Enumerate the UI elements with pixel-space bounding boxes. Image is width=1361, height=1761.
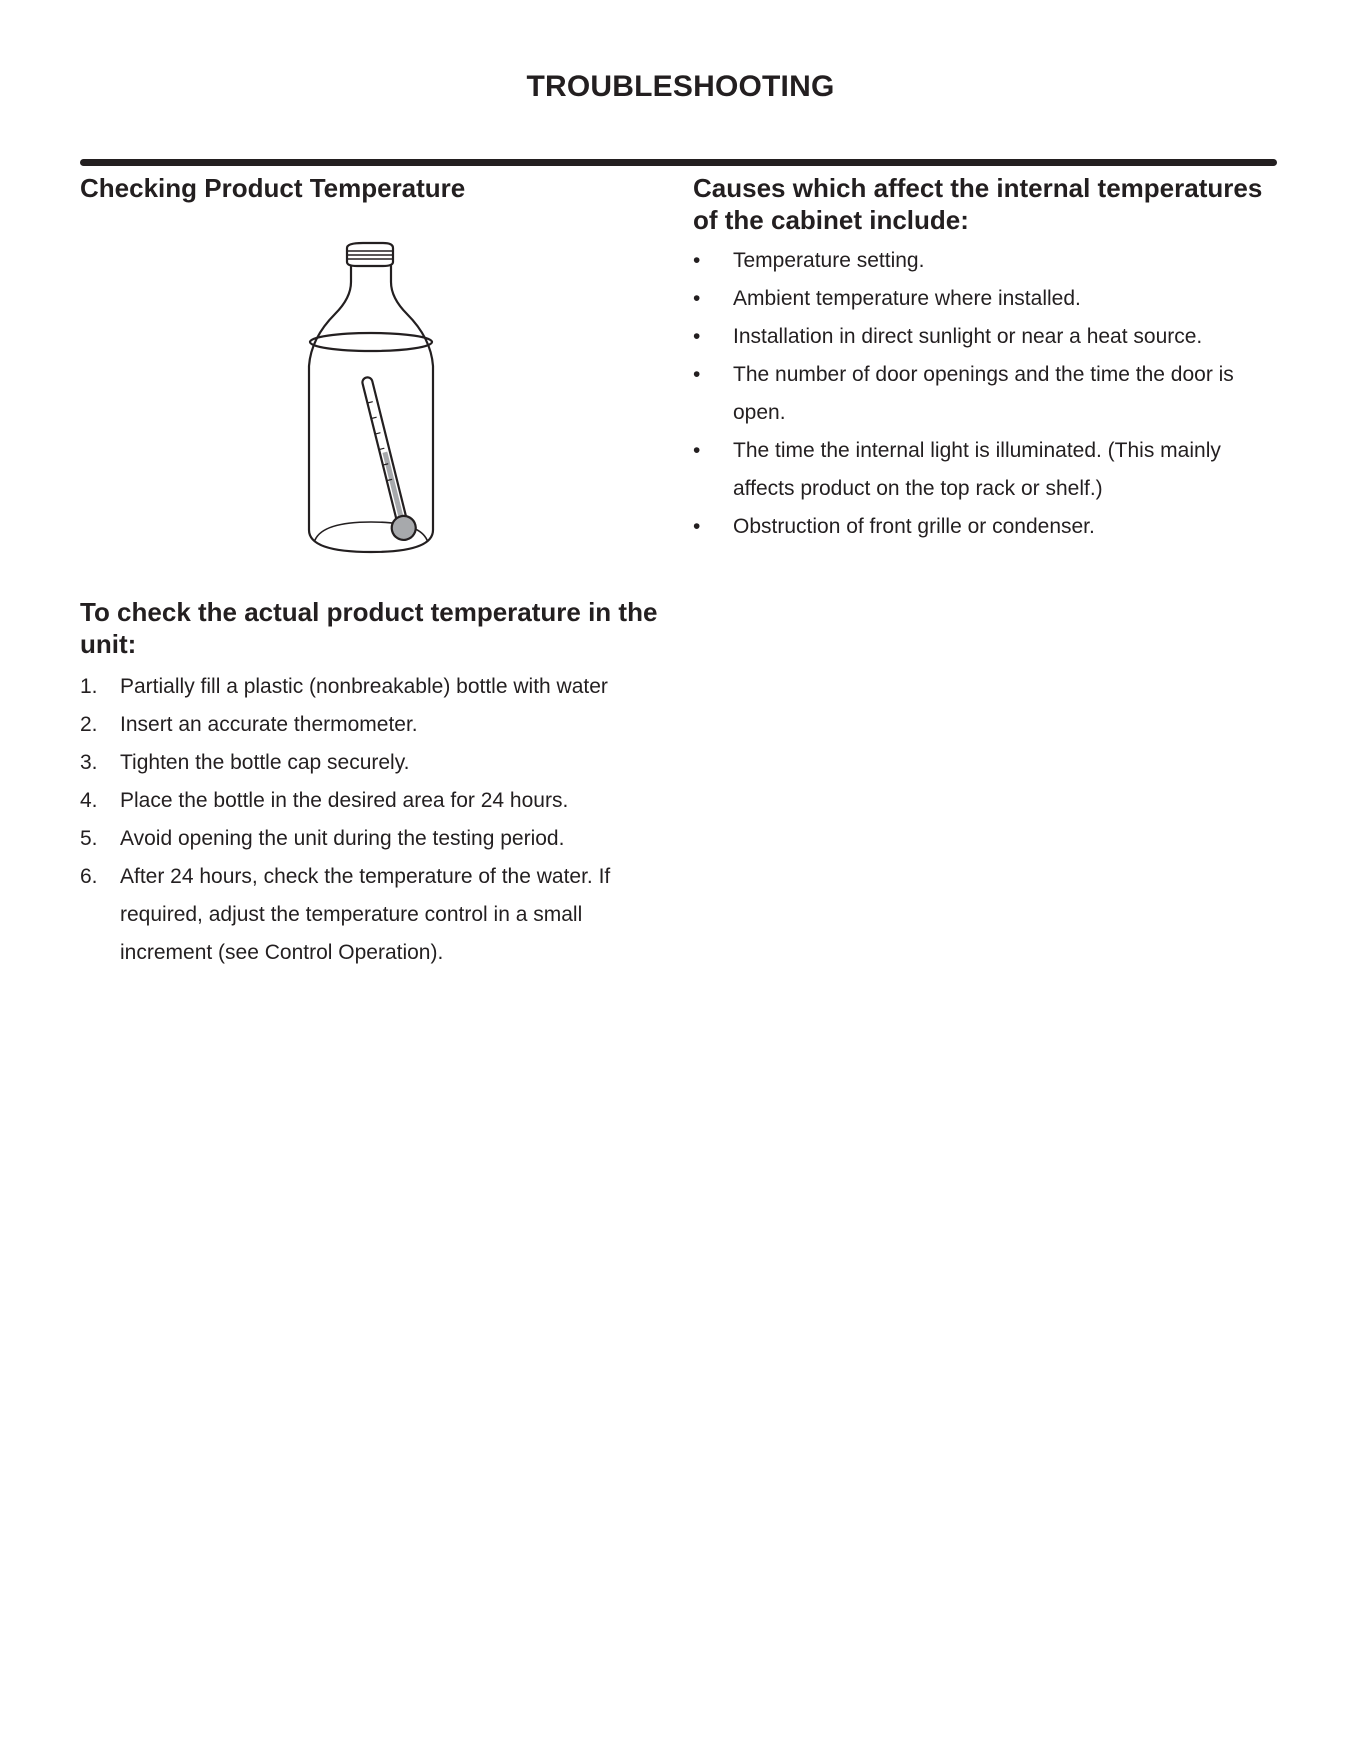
list-item xyxy=(80,820,660,858)
step-number: 3. xyxy=(80,751,98,774)
bottle-with-thermometer-icon xyxy=(303,240,439,558)
step-text: Place the bottle in the desired area for 24 hours. xyxy=(120,789,569,812)
bullet: • xyxy=(693,439,701,462)
cause-text: Installation in direct sunlight or near a heat source. xyxy=(733,325,1203,348)
list-item xyxy=(693,318,1283,356)
checking-temperature-heading: Checking Product Temperature xyxy=(80,173,466,203)
bullet: • xyxy=(693,249,701,272)
list-item xyxy=(80,858,660,972)
list-item xyxy=(693,508,1283,546)
list-item xyxy=(693,280,1283,318)
list-item xyxy=(80,744,660,782)
cause-text: Temperature setting. xyxy=(733,249,925,272)
step-text: Insert an accurate thermometer. xyxy=(120,713,418,736)
temperature-check-steps xyxy=(80,668,660,972)
bottle-thermometer-figure xyxy=(303,240,439,558)
step-text: Avoid opening the unit during the testing period. xyxy=(120,827,565,850)
list-item xyxy=(80,706,660,744)
bullet: • xyxy=(693,287,701,310)
cause-text: Ambient temperature where installed. xyxy=(733,287,1081,310)
step-number: 6. xyxy=(80,865,98,888)
list-item xyxy=(80,668,660,706)
cause-text: The time the internal light is illuminated. (This mainly affects product on the top rack or shelf.) xyxy=(733,439,1221,500)
step-text: After 24 hours, check the temperature of the water. If required, adjust the temperature control in a small increment (see Control Operation). xyxy=(120,865,611,964)
bullet: • xyxy=(693,363,701,386)
cause-text: The number of door openings and the time the door is open. xyxy=(733,363,1234,424)
list-item xyxy=(693,432,1283,508)
bullet: • xyxy=(693,325,701,348)
left-column xyxy=(80,172,660,972)
step-number: 5. xyxy=(80,827,98,850)
cause-text: Obstruction of front grille or condenser. xyxy=(733,515,1095,538)
step-number: 4. xyxy=(80,789,98,812)
list-item xyxy=(693,242,1283,280)
right-column xyxy=(693,172,1283,546)
causes-list xyxy=(693,242,1283,546)
bullet: • xyxy=(693,515,701,538)
check-temperature-subheading: To check the actual product temperature in the unit: xyxy=(80,597,658,659)
causes-heading: Causes which affect the internal temperatures of the cabinet include: xyxy=(693,173,1263,235)
step-text: Tighten the bottle cap securely. xyxy=(120,751,410,774)
step-number: 1. xyxy=(80,675,98,698)
list-item xyxy=(693,356,1283,432)
page-title: TROUBLESHOOTING xyxy=(526,70,835,103)
title-divider xyxy=(80,159,1277,166)
list-item xyxy=(80,782,660,820)
step-number: 2. xyxy=(80,713,98,736)
step-text: Partially fill a plastic (nonbreakable) bottle with water xyxy=(120,675,608,698)
